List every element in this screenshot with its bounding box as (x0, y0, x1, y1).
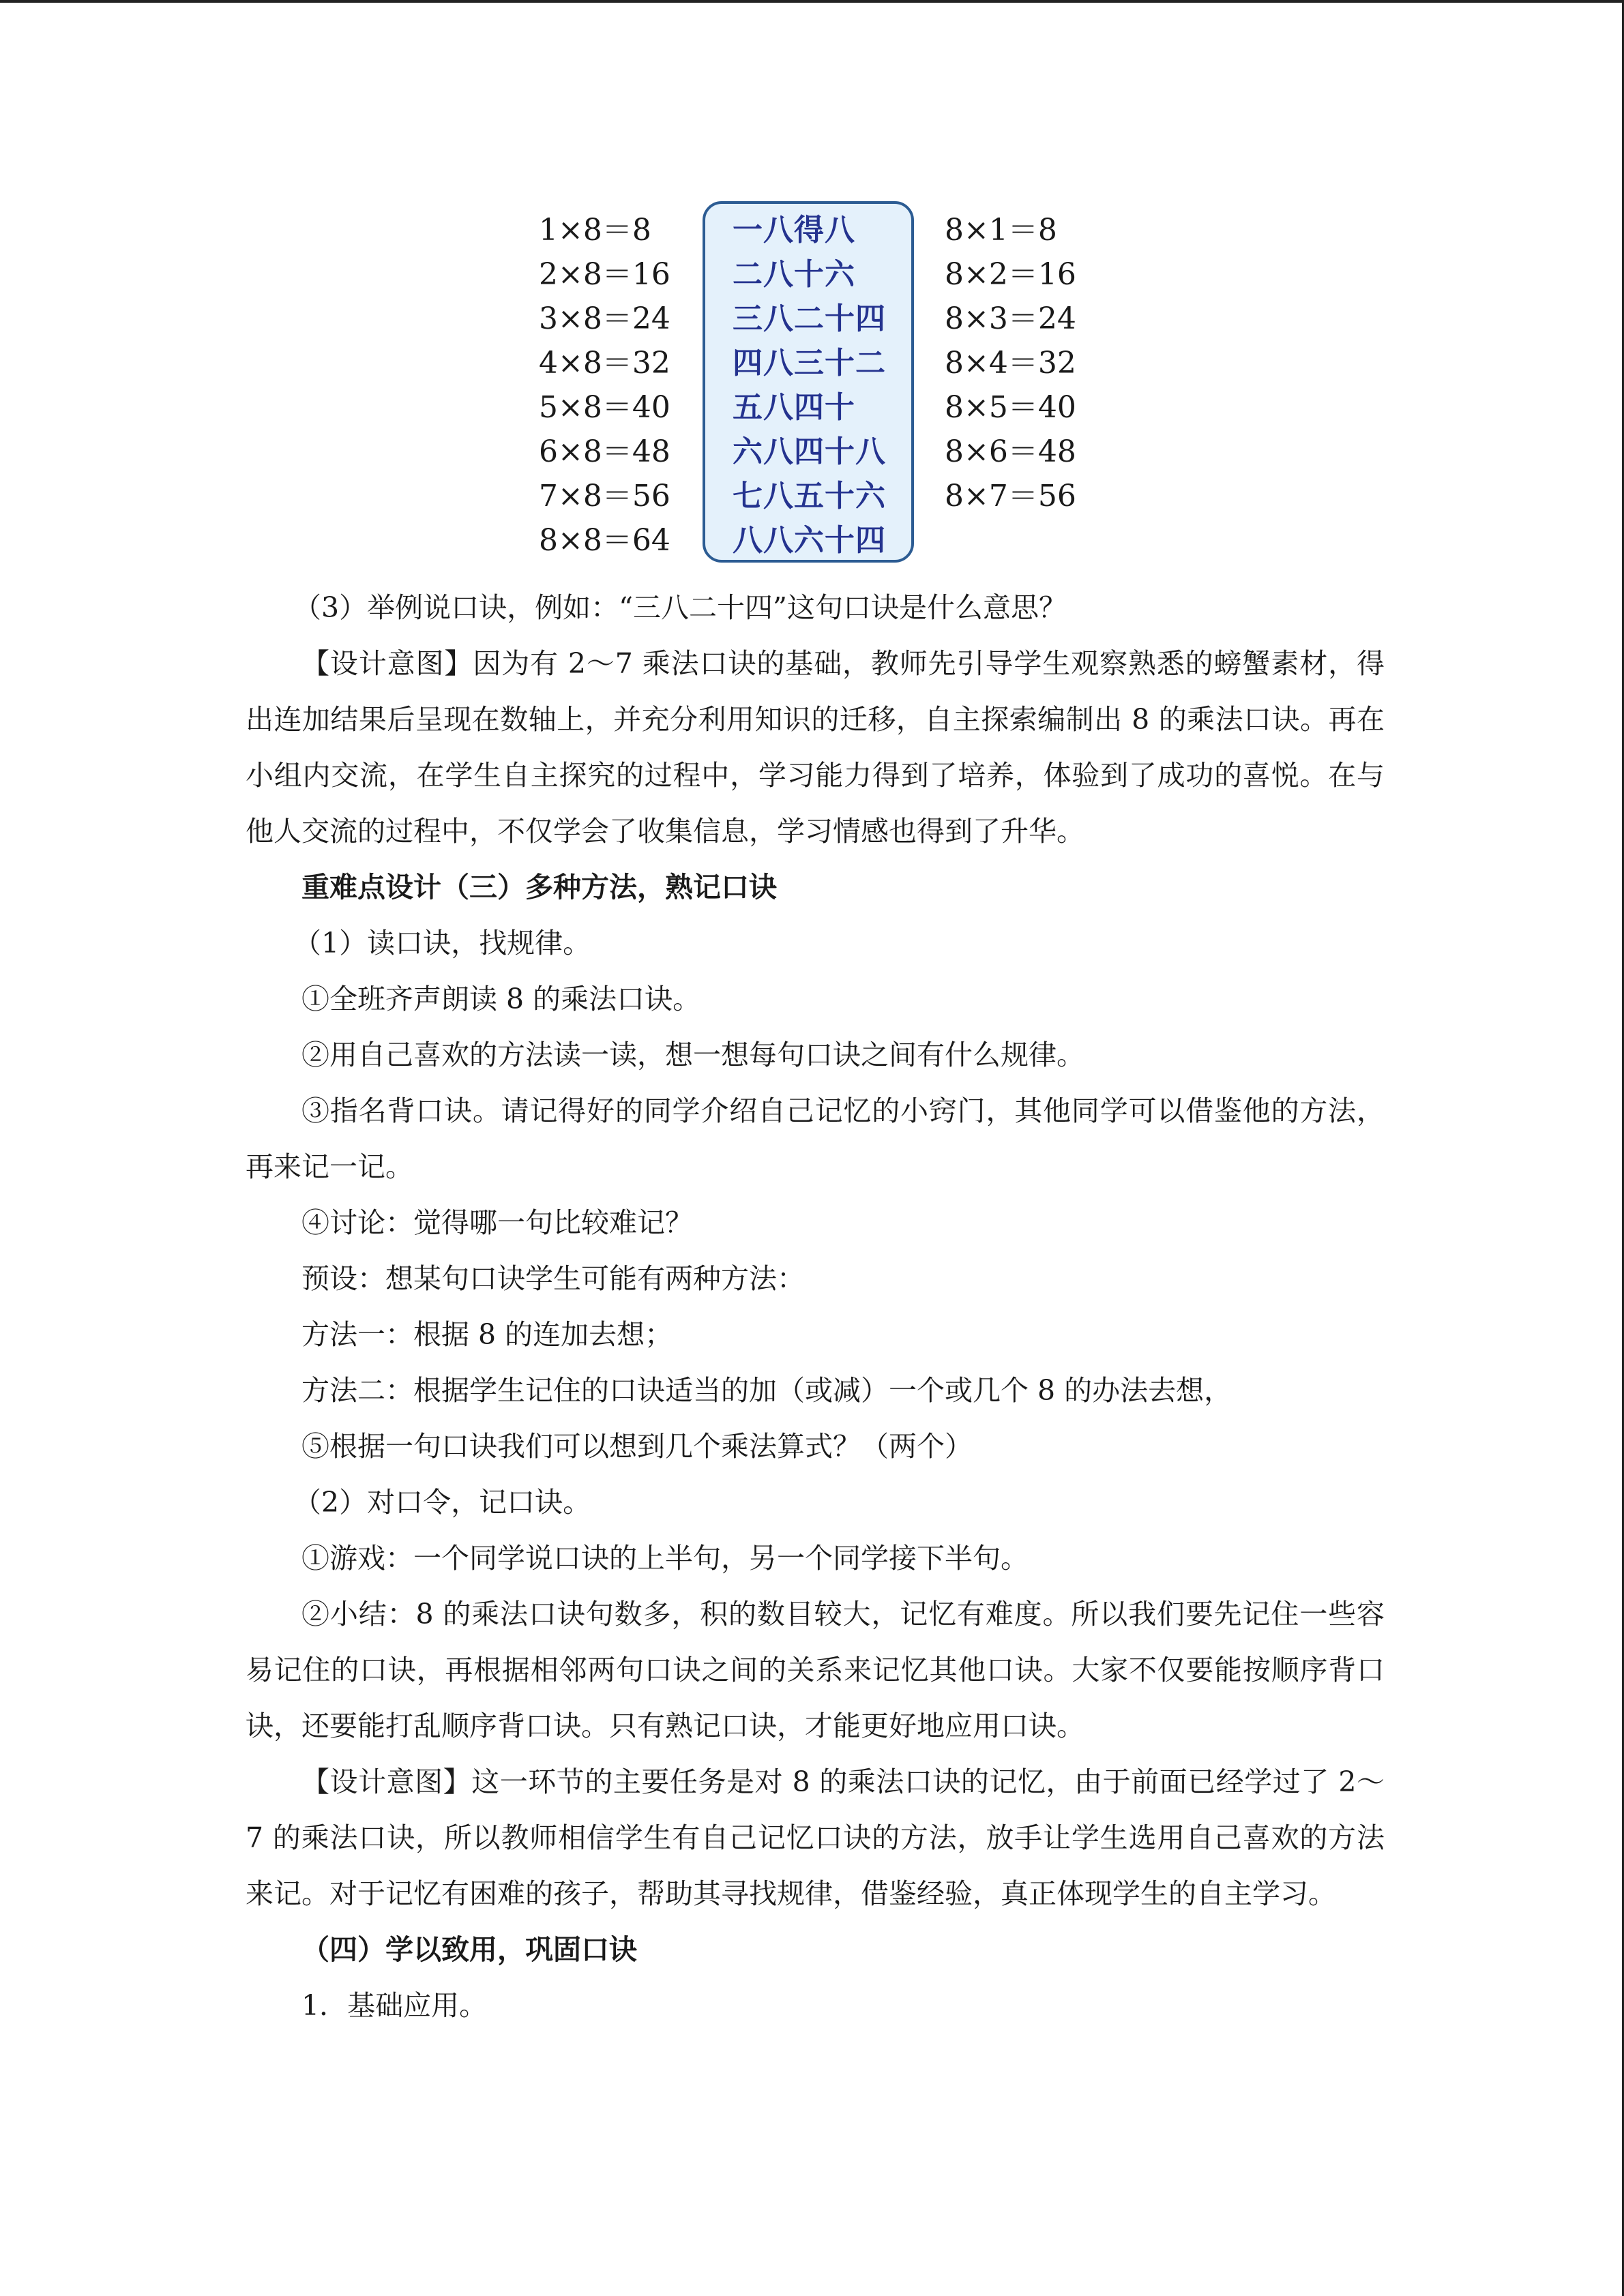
koujue-line: 一八得八 (733, 213, 855, 248)
equation: 4×8＝32 (539, 346, 670, 381)
paragraph: ④讨论：觉得哪一句比较难记？ (301, 1206, 693, 1239)
koujue-line: 五八四十 (733, 390, 855, 425)
paragraph: 预设：想某句口诀学生可能有两种方法： (301, 1262, 805, 1295)
koujue-column (733, 208, 886, 563)
equation: 8×6＝48 (945, 434, 1076, 469)
equation: 8×3＝24 (945, 301, 1076, 336)
design-intent-paragraph: 【设计意图】因为有 2～7 乘法口诀的基础，教师先引导学生观察熟悉的螃蟹素材，得出连加结果后呈现在数轴上，并充分利用知识的迁移，自主探索编制出 8 的乘法口诀。再在小组内交流，在学生自主探究的过程中，学习能力得到了培养，体验到了成功的喜悦。在与他人交流的过程中，不仅学会了收集信息，学习情感也得到了升华。 (246, 647, 1385, 848)
paragraph: （2）对口令，记口诀。 (293, 1486, 591, 1519)
koujue-box (703, 201, 914, 563)
koujue-line: 三八二十四 (733, 301, 886, 336)
koujue-line: 二八十六 (733, 257, 855, 292)
koujue-line: 八八六十四 (733, 523, 886, 558)
equation: 8×7＝56 (945, 479, 1076, 513)
page-top-border (0, 0, 1624, 3)
paragraph: ⑤根据一句口诀我们可以想到几个乘法算式？（两个） (301, 1430, 973, 1463)
equation: 7×8＝56 (539, 479, 670, 513)
paragraph: 方法一：根据 8 的连加去想； (301, 1318, 673, 1351)
paragraph: ①游戏：一个同学说口诀的上半句，另一个同学接下半句。 (301, 1542, 1029, 1575)
section-heading: （四）学以致用，巩固口诀 (301, 1933, 637, 1966)
equation: 1×8＝8 (539, 213, 651, 248)
equation: 8×5＝40 (945, 390, 1076, 425)
multiplication-table-figure (539, 201, 1098, 569)
equation: 3×8＝24 (539, 301, 670, 336)
paragraph: （1）读口诀，找规律。 (293, 927, 591, 959)
equation: 5×8＝40 (539, 390, 670, 425)
equations-right-column (945, 208, 1076, 518)
koujue-line: 四八三十二 (733, 346, 886, 381)
equation: 8×8＝64 (539, 523, 670, 558)
paragraph: （3）举例说口诀，例如：“三八二十四”这句口诀是什么意思？ (293, 591, 1067, 624)
equation: 8×1＝8 (945, 213, 1057, 248)
paragraph: ②小结：8 的乘法口诀句数多，积的数目较大，记忆有难度。所以我们要先记住一些容易记住的口诀，再根据相邻两句口诀之间的关系来记忆其他口诀。大家不仅要能按顺序背口诀，还要能打乱顺序背口诀。只有熟记口诀，才能更好地应用口诀。 (246, 1598, 1385, 1742)
paragraph: 方法二：根据学生记住的口诀适当的加（或减）一个或几个 8 的办法去想， (301, 1374, 1232, 1407)
document-body (246, 580, 1385, 2033)
paragraph: ②用自己喜欢的方法读一读，想一想每句口诀之间有什么规律。 (301, 1039, 1084, 1071)
equation: 2×8＝16 (539, 257, 670, 292)
section-heading: 重难点设计（三）多种方法，熟记口诀 (301, 871, 777, 904)
koujue-line: 六八四十八 (733, 434, 886, 469)
equation: 8×2＝16 (945, 257, 1076, 292)
koujue-line: 七八五十六 (733, 479, 886, 513)
paragraph: ①全班齐声朗读 8 的乘法口诀。 (301, 983, 701, 1015)
paragraph: ③指名背口诀。请记得好的同学介绍自己记忆的小窍门，其他同学可以借鉴他的方法，再来记一记。 (246, 1094, 1385, 1183)
equation: 6×8＝48 (539, 434, 670, 469)
equation: 8×4＝32 (945, 346, 1076, 381)
equations-left-column (539, 208, 670, 563)
design-intent-paragraph: 【设计意图】这一环节的主要任务是对 8 的乘法口诀的记忆，由于前面已经学过了 2～7 的乘法口诀，所以教师相信学生有自己记忆口诀的方法，放手让学生选用自己喜欢的方法来记。对于记忆有困难的孩子，帮助其寻找规律，借鉴经验，真正体现学生的自主学习。 (246, 1765, 1385, 1910)
paragraph: 1．基础应用。 (301, 1989, 488, 2022)
